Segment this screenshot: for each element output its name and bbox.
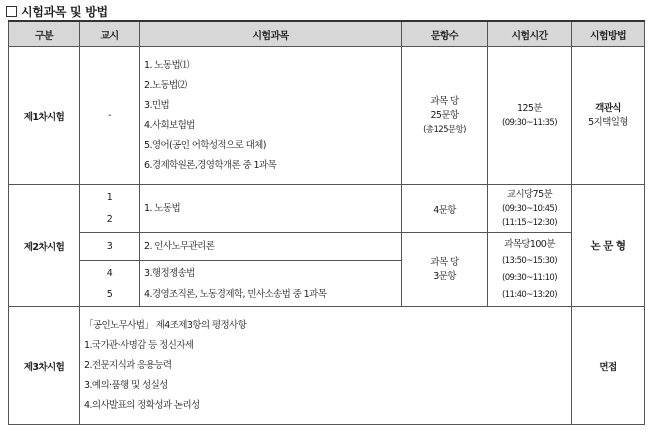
evaluation-items [80, 307, 572, 425]
column-header: 교시 [80, 21, 140, 47]
table-row [9, 47, 645, 185]
exam-time-text: (09:30~10:45) [502, 203, 557, 214]
subject-item: 2. 인사노무관리론 [144, 240, 215, 252]
subject-list [140, 233, 402, 261]
period-cell: 3 [80, 233, 140, 261]
subject-item: 3.행정쟁송법 [144, 267, 195, 279]
period-cell [80, 261, 140, 307]
exam-time-text: (09:30~11:35) [502, 117, 557, 128]
table-row [9, 307, 645, 425]
subject-list [140, 185, 402, 233]
column-header: 시험시간 [488, 21, 572, 47]
evaluation-item: 4.의사발표의 정확성과 논리성 [84, 399, 200, 411]
checkbox-square-icon [6, 6, 17, 17]
column-header: 구분 [9, 21, 80, 47]
exam-time-text: (13:50~15:30) [502, 255, 557, 266]
exam-time-cell [488, 185, 572, 233]
table-header-row [9, 21, 645, 47]
exam-time-text: (11:15~12:30) [502, 217, 557, 228]
exam-time-cell [488, 233, 572, 307]
question-count-cell: 4문항 [402, 185, 488, 233]
exam-method-text: 객관식 [595, 102, 621, 114]
exam-method-cell [572, 47, 645, 185]
question-count-cell [402, 47, 488, 185]
column-header: 문항수 [402, 21, 488, 47]
exam-method-cell: 면접 [572, 307, 645, 425]
column-header: 시험과목 [140, 21, 402, 47]
question-count-text: 과목 당 [430, 95, 459, 107]
exam-time-text: 125분 [517, 102, 542, 114]
exam-method-cell: 논 문 형 [572, 185, 645, 307]
exam-stage-label: 제3차시험 [9, 307, 80, 425]
exam-time-text: 과목당100분 [504, 238, 555, 250]
question-count-text: (총125문항) [423, 124, 466, 135]
question-count-text: 3문항 [433, 270, 456, 282]
exam-table [8, 20, 645, 425]
table-row [9, 233, 645, 261]
question-count-text: 25문항 [430, 109, 459, 121]
subject-list [140, 47, 402, 185]
exam-stage-label: 제1차시험 [9, 47, 80, 185]
subject-item: 4.사회보험법 [144, 119, 195, 131]
evaluation-item: 3.예의·품행 및 성실성 [84, 379, 168, 391]
question-count-cell [402, 233, 488, 307]
evaluation-item: 「공인노무사법」 제4조제3항의 평정사항 [84, 319, 247, 331]
period-number: 2 [106, 213, 113, 225]
evaluation-item: 1.국가관·사명감 등 정신자세 [84, 339, 194, 351]
section-title: 시험과목 및 방법 [21, 4, 108, 19]
subject-item: 5.영어(공인 어학성적으로 대체) [144, 139, 266, 151]
exam-time-text: 교시당75분 [506, 188, 553, 200]
exam-time-cell [488, 47, 572, 185]
question-count-text: 과목 당 [430, 256, 459, 268]
period-number: 5 [106, 288, 113, 300]
period-number: 4 [106, 267, 113, 279]
exam-method-text: 5지택일형 [588, 116, 628, 128]
subject-list [140, 261, 402, 307]
subject-item: 4.경영조직론, 노동경제학, 민사소송법 중 1과목 [144, 288, 327, 300]
exam-time-text: (11:40~13:20) [502, 289, 557, 300]
period-number: 1 [106, 191, 113, 203]
exam-stage-label: 제2차시험 [9, 185, 80, 307]
subject-item: 6.경제학원론,경영학개론 중 1과목 [144, 159, 277, 171]
evaluation-item: 2.전문지식과 응용능력 [84, 359, 172, 371]
subject-item: 3.민법 [144, 99, 170, 111]
column-header: 시험방법 [572, 21, 645, 47]
period-cell [80, 185, 140, 233]
period-cell: - [80, 47, 140, 185]
subject-item: 1. 노동법 [144, 202, 181, 214]
section-heading [6, 3, 108, 19]
subject-item: 1. 노동법⑴ [144, 59, 189, 71]
exam-time-text: (09:30~11:10) [502, 272, 557, 283]
table-row [9, 185, 645, 233]
subject-item: 2.노동법⑵ [144, 79, 187, 91]
